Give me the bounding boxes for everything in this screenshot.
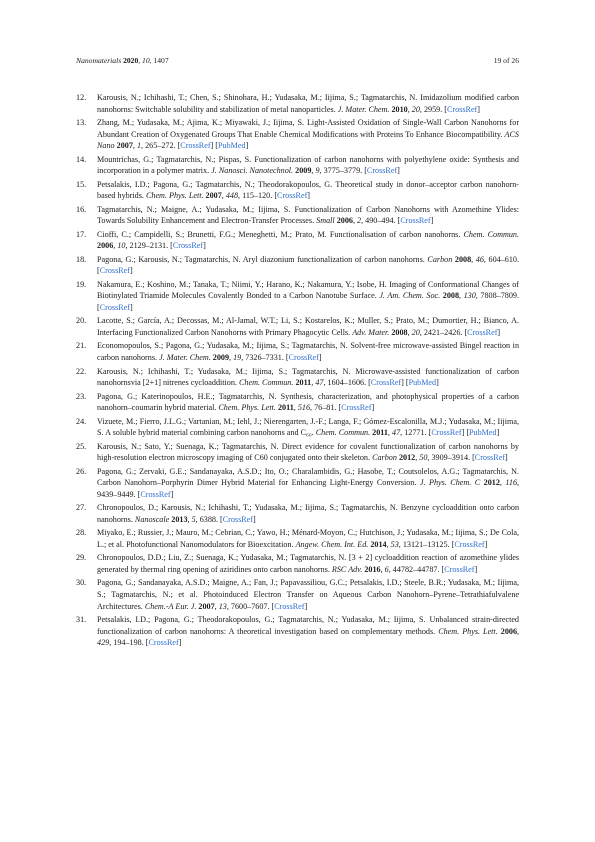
reference-pages: 2959. [423,104,443,114]
reference-item: 13. Zhang, M.; Yudasaka, M.; Ajima, K.; Miyawaki, J.; Iijima, S. Light-Assisted Oxidation of Single-Wall Carbon Nanohorns for Abundant Creation of Oxygenated Groups That Enable Chemical Modifications with Proteins To Enhance Biocompatibility. ACS Nano 2007, 1, 265–272. [CrossRef] [PubMed] [76,118,520,151]
reference-authors: Miyako, E.; Russier, J.; Mauro, M.; Cebrian, C.; Yawo, H.; Ménard-Moyon, C.; Hutchison, J.; Yudasaka, M.; Iijima, S.; De Cola, L.; et al. [97,528,519,549]
reference-pages: 3909–3914. [431,453,471,463]
reference-pages: 604–610. [488,254,519,264]
crossref-link[interactable]: CrossRef [172,241,204,251]
reference-year: 2013 [171,514,188,524]
reference-title: Light-Assisted Oxidation of Single-Wall Carbon Nanohorns for Abundant Creation of Oxygenated Groups That Enable Chemical Modifications with Proteins To Enhance Biocompatibility. [97,118,520,139]
reference-year: 2007 [205,191,222,201]
reference-authors: Economopoulos, S.; Pagona, G.; Yudasaka, M.; Iijima, S.; Tagmatarchis, N. [97,341,348,351]
reference-number: 30. [76,578,87,588]
reference-authors: Vizuete, M.; Fierro, J.L.G.; Vartanian, M.; Iehl, J.; Nierengarten, J.-F.; Langa, F.; Gómez-Escalonilla, M.J.; Yudasaka, M.; Iijima, S. [97,416,519,438]
reference-volume: 2 [357,216,362,226]
reference-volume: 9 [315,166,320,176]
reference-title: Aryl diazonium functionalization of carbon nanohorns. [242,254,425,264]
crossref-link[interactable]: CrossRef [366,166,398,176]
crossref-link[interactable]: CrossRef [474,453,506,463]
reference-number: 19. [76,279,87,289]
reference-journal: J. Mater. Chem. [337,104,390,114]
reference-year: 2016 [364,564,381,574]
reference-journal: Chem. Phys. Lett. [218,403,276,413]
reference-volume: 19 [233,353,242,363]
reference-item: 31. Petsalakis, I.D.; Pagona, G.; Theodorakopoulos, G.; Tagmatarchis, N.; Yudasaka, M.; Iijima, S. Unbalanced strain-directed functionalization of carbon nanohorns: A theoretical investigation based on complementary methods. Chem. Phys. Lett. 2006, 429, 194–198. [CrossRef] [76,614,520,648]
crossref-link[interactable]: CrossRef [180,141,211,151]
crossref-link[interactable]: CrossRef [140,489,171,499]
reference-year: 2011 [372,428,388,438]
reference-item: 23. Pagona, G.; Katerinopoulos, H.E.; Tagmatarchis, N. Synthesis, characterization, and photophysical properties of a carbon nanohorn–coumarin hybrid material. Chem. Phys. Lett. 2011, 516, 76–81. [CrossRef] [76,391,519,413]
reference-journal: J. Phys. Chem. C [419,478,481,488]
reference-journal: RSC Adv. [331,564,363,574]
reference-journal: Chem. Phys. Lett. [438,626,498,636]
reference-number: 29. [76,553,87,563]
reference-year: 2006 [500,626,518,636]
reference-number: 27. [76,503,87,513]
reference-number: 24. [76,416,87,426]
reference-year: 2007 [116,141,133,151]
reference-volume: 20 [411,104,420,114]
reference-authors: Petsalakis, I.D.; Pagona, G.; Tagmatarchis, N.; Theodorakopoulos, G. [97,179,333,189]
reference-number: 25. [76,441,87,451]
reference-number: 23. [76,391,87,401]
reference-pages: 194–198. [113,638,144,648]
journal-name: Nanomaterials [76,56,122,65]
pubmed-link[interactable]: PubMed [469,428,497,438]
reference-authors: Cioffi, C.; Campidelli, S.; Brunetti, F.G.; Meneghetti, M.; Prato, M. [97,229,327,239]
reference-journal: Chem. Commun. [239,378,294,388]
reference-pages: 1604–1606. [327,378,367,388]
reference-journal: Chem. Commun. [315,428,371,438]
reference-year: 2006 [97,241,114,251]
reference-journal: Adv. Mater. [352,328,390,338]
reference-pages: 3775–3779. [323,166,363,176]
reference-authors: Pagona, G.; Katerinopoulos, H.E.; Tagmatarchis, N. [97,391,277,401]
reference-number: 15. [76,179,87,189]
reference-authors: Karousis, N.; Ichihashi, T.; Yudasaka, M.; Iijima, S.; Tagmatarchis, N. [97,366,351,376]
reference-number: 28. [76,528,87,538]
reference-title: Microwave-assisted functionalization of carbon nanohornsvia [2+1] nitrenes cycloaddition. [97,366,520,388]
reference-volume: 46 [475,254,484,264]
reference-volume: 20 [411,328,420,338]
reference-volume: 47 [392,428,401,438]
reference-year: 2009 [295,166,312,176]
reference-volume: 116 [505,478,518,488]
reference-year: 2007 [198,601,215,611]
crossref-link[interactable]: CrossRef [274,601,305,611]
reference-authors: Mountrichas, G.; Tagmatarchis, N.; Pispas, S. [97,154,252,164]
reference-authors: Nakamura, E.; Koshino, M.; Tanaka, T.; Niimi, Y.; Harano, K.; Nakamura, Y.; Isobe, H. [97,279,387,289]
reference-volume: 50 [419,453,428,463]
reference-journal: ACS Nano [97,129,519,151]
crossref-link[interactable]: CrossRef [148,638,179,648]
reference-number: 12. [76,93,87,102]
reference-item: 25. Karousis, N.; Sato, Y.; Suenaga, K.; Tagmatarchis, N. Direct evidence for covalent functionalization of carbon nanohorns by high-resolution electron microscopy imaging of C60 conjugated onto their skeleton. Carbon 2012, 50, 3909–3914. [CrossRef] [76,441,519,463]
journal-year: 2020 [123,56,139,65]
reference-item: 24. Vizuete, M.; Fierro, J.L.G.; Vartanian, M.; Iehl, J.; Nierengarten, J.-F.; Langa, F.; Gómez-Escalonilla, M.J.; Yudasaka, M.; Iijima, S. A soluble hybrid material combining carbon nanohorns and C₆₀. Chem. Commun. 2011, 47, 12771. [CrossRef] [PubMed] [76,416,519,438]
reference-year: 2008 [454,254,472,264]
reference-year: 2008 [442,291,459,301]
reference-journal: Carbon [427,254,453,264]
crossref-link[interactable]: CrossRef [99,266,130,276]
reference-journal: J. Am. Chem. Soc. [379,291,441,301]
reference-pages: 9439–9449. [97,489,136,499]
reference-volume: 130 [463,291,476,301]
reference-authors: Zhang, M.; Yudasaka, M.; Ajima, K.; Miyawaki, J.; Iijima, S. [97,118,305,128]
reference-volume: 429 [97,638,110,648]
crossref-link[interactable]: CrossRef [431,428,462,438]
reference-volume: 47 [315,378,324,388]
crossref-link[interactable]: CrossRef [467,328,498,338]
reference-year: 2009 [212,353,230,363]
reference-item: 14. Mountrichas, G.; Tagmatarchis, N.; Pispas, S. Functionalization of carbon nanohorns with polyethylene oxide: Synthesis and incorporation in a polymer matrix. J. Nanosci. Nanotechnol. 2009, 9, 3775–3779. [CrossRef] [76,154,519,176]
reference-title: Imidazolium modified carbon nanohorns: Switchable solubility and stabilization of metal nanoparticles. [97,93,520,114]
reference-item: 19. Nakamura, E.; Koshino, M.; Tanaka, T.; Niimi, Y.; Harano, K.; Nakamura, Y.; Isobe, H. Imaging of Conformational Changes of Biotinylated Triamide Molecules Covalently Bonded to a Carbon Nanotube Surface. J. Am. Chem. Soc. 2008, 130, 7808–7809. [CrossRef] [76,279,520,312]
reference-title: Carbon Nanohorn–Porphyrin Dimer Hybrid Material for Enhancing Light-Energy Conversion. [97,478,417,488]
reference-pages: 6388. [199,514,218,524]
crossref-link[interactable]: CrossRef [99,303,130,312]
reference-item: 22. Karousis, N.; Ichihashi, T.; Yudasaka, M.; Iijima, S.; Tagmatarchis, N. Microwave-assisted functionalization of carbon nanohornsvia [2+1] nitrenes cycloaddition. Chem. Commun. 2011, 47, 1604–1606. [CrossRef] [PubMed] [76,366,520,388]
reference-year: 2014 [370,539,387,549]
reference-number: 16. [76,204,87,214]
reference-authors: Tagmatarchis, N.; Maigne, A.; Yudasaka, M.; Iijima, S. [97,204,291,214]
reference-authors: Chronopoulos, D.; Karousis, N.; Ichihashi, T.; Yudasaka, M.; Iijima, S.; Tagmatarchis, N. [97,503,398,513]
crossref-link[interactable]: CrossRef [288,353,319,363]
reference-authors: Karousis, N.; Sato, Y.; Suenaga, K.; Tagmatarchis, N. [97,441,279,451]
reference-year: 2012 [398,453,416,463]
reference-title: Benzyne cycloaddition onto carbon nanohorns. [97,503,520,524]
reference-number: 18. [76,254,87,264]
reference-journal: J. Mater. Chem. [159,353,211,363]
reference-journal: Chem. Commun. [463,229,519,239]
reference-item: 15. Petsalakis, I.D.; Pagona, G.; Tagmatarchis, N.; Theodorakopoulos, G. Theoretical study in donor–acceptor carbon nanohorn-based hybrids. Chem. Phys. Lett. 2007, 448, 115–120. [CrossRef] [76,179,519,201]
reference-volume: 10 [117,241,126,251]
reference-number: 21. [76,341,87,351]
reference-title: Photofunctional Nanomodulators for Bioexcitation. [126,539,294,549]
crossref-link[interactable]: CrossRef [341,403,372,413]
reference-volume: 13 [218,601,227,611]
reference-year: 2006 [336,216,353,226]
crossref-link[interactable]: CrossRef [370,378,402,388]
reference-item: 29. Chronopoulos, D.D.; Liu, Z.; Suenaga, K.; Yudasaka, M.; Tagmatarchis, N. [3 + 2] cycloaddition reaction of azomethine ylides generated by thermal ring opening of aziridines onto carbon nanohorns. RSC Adv. 2016, 6, 44782–44787. [CrossRef] [76,553,520,574]
reference-authors: Chronopoulos, D.D.; Liu, Z.; Suenaga, K.; Yudasaka, M.; Tagmatarchis, N. [97,553,347,563]
article-number: 1407 [153,56,169,65]
reference-item: 26. Pagona, G.; Zervaki, G.E.; Sandanayaka, A.S.D.; Ito, O.; Charalambidis, G.; Hasobe, T.; Coutsolelos, A.G.; Tagmatarchis, N. Carbon Nanohorn–Porphyrin Dimer Hybrid Material for Enhancing Light-Energy Conversion. J. Phys. Chem. C 2012, 116, 9439–9449. [CrossRef] [76,466,520,499]
reference-journal: J. Nanosci. Nanotechnol. [211,166,294,176]
crossref-link[interactable]: CrossRef [222,514,253,524]
crossref-link[interactable]: CrossRef [447,104,478,114]
reference-pages: 13121–13125. [402,539,450,549]
crossref-link[interactable]: CrossRef [277,191,308,201]
reference-item: 28. Miyako, E.; Russier, J.; Mauro, M.; Cebrian, C.; Yawo, H.; Ménard-Moyon, C.; Hutchison, J.; Yudasaka, M.; Iijima, S.; De Cola, L.; et al. Photofunctional Nanomodulators for Bioexcitation. Angew. Chem. Int. Ed. 2014, 53, 13121–13125. [CrossRef] [76,528,519,549]
reference-journal: Chem. Phys. Lett. [145,191,204,201]
reference-item: 12. Karousis, N.; Ichihashi, T.; Chen, S.; Shinohara, H.; Yudasaka, M.; Iijima, S.; Tagmatarchis, N. Imidazolium modified carbon nanohorns: Switchable solubility and stabilization of metal nanoparticles. J. Mater. Chem. 2010, 20, 2959. [CrossRef] [76,93,520,114]
reference-item: 18. Pagona, G.; Karousis, N.; Tagmatarchis, N. Aryl diazonium functionalization of carbon nanohorns. Carbon 2008, 46, 604–610. [CrossRef] [76,254,519,276]
pubmed-link[interactable]: PubMed [218,141,246,151]
reference-pages: 2421–2426. [423,328,463,338]
reference-pages: 7808–7809. [480,291,519,301]
reference-authors: Karousis, N.; Ichihashi, T.; Chen, S.; Shinohara, H.; Yudasaka, M.; Iijima, S.; Tagmatarchis, N. [97,93,418,102]
reference-journal: Nanoscale [134,514,170,524]
reference-item: 21. Economopoulos, S.; Pagona, G.; Yudasaka, M.; Iijima, S.; Tagmatarchis, N. Solvent-free microwave-assisted Bingel reaction in carbon nanohorns. J. Mater. Chem. 2009, 19, 7326–7331. [CrossRef] [76,341,520,363]
reference-volume: 516 [297,403,311,413]
reference-title: Photoinduced Electron Transfer on Aqueous Carbon Nanohorn–Pyrene–Tetrathiafulvalene Architectures. [97,589,519,611]
reference-volume: 448 [225,191,239,201]
reference-title: Direct evidence for covalent functionalization of carbon nanohorns by high-resolution electron microscopy imaging of C60 conjugated onto their skeleton. [97,441,519,463]
reference-pages: 7326–7331. [245,353,284,363]
reference-volume: 53 [390,539,399,549]
reference-authors: Pagona, G.; Karousis, N.; Tagmatarchis, N. [97,254,241,264]
reference-authors: Pagona, G.; Zervaki, G.E.; Sandanayaka, A.S.D.; Ito, O.; Charalambidis, G.; Hasobe, T.; Coutsolelos, A.G.; Tagmatarchis, N. [97,466,519,476]
reference-title: [3 + 2] cycloaddition reaction of azomethine ylides generated by thermal ring opening of aziridines onto carbon nanohorns. [97,553,520,574]
reference-year: 2011 [295,378,312,388]
reference-year: 2011 [277,403,294,413]
reference-pages: 115–120. [242,191,273,201]
reference-pages: 76–81. [314,403,337,413]
reference-title: Imaging of Conformational Changes of Biotinylated Triamide Molecules Covalently Bonded to a Carbon Nanotube Surface. [97,279,520,301]
reference-number: 22. [76,366,87,376]
reference-year: 2008 [391,328,408,338]
reference-pages: 44782–44787. [392,564,440,574]
crossref-link[interactable]: CrossRef [400,216,431,226]
reference-number: 14. [76,154,87,164]
reference-title: A soluble hybrid material combining carbon nanohorns and C₆₀. [105,428,314,438]
reference-title: Interfacing Functionalized Carbon Nanohorns with Primary Phagocytic Cells. [97,328,351,338]
reference-item: 30. Pagona, G.; Sandanayaka, A.S.D.; Maigne, A.; Fan, J.; Papavassiliou, G.C.; Petsalakis, I.D.; Steele, B.R.; Yudasaka, M.; Iijima, S.; Tagmatarchis, N.; et al. Photoinduced Electron Transfer on Aqueous Carbon Nanohorn–Pyrene–Tetrathiafulvalene Architectures. Chem.-A Eur. J. 2007, 13, 7600–7607. [CrossRef] [76,578,519,611]
reference-authors: Petsalakis, I.D.; Pagona, G.; Theodorakopoulos, G.; Tagmatarchis, N.; Yudasaka, M.; Iijima, S. [97,614,426,624]
crossref-link[interactable]: CrossRef [454,539,485,549]
reference-journal: Angew. Chem. Int. Ed. [295,539,369,549]
reference-journal: Chem.-A Eur. J. [144,601,197,611]
journal-volume: 10 [142,56,150,65]
reference-item: 17. Cioffi, C.; Campidelli, S.; Brunetti, F.G.; Meneghetti, M.; Prato, M. Functionalisation of carbon nanohorns. Chem. Commun. 2006, 10, 2129–2131. [CrossRef] [76,229,519,251]
page-number: 19 of 26 [493,56,519,65]
reference-title: Functionalization of carbon nanohorns with polyethylene oxide: Synthesis and incorporation in a polymer matrix. [97,154,519,176]
reference-item: 20. Lacotte, S.; García, A.; Decossas, M.; Al-Jamal, W.T.; Li, S.; Kostarelos, K.; Muller, S.; Prato, M.; Dumortier, H.; Bianco, A. Interfacing Functionalized Carbon Nanohorns with Primary Phagocytic Cells. Adv. Mater. 2008, 20, 2421–2426. [CrossRef] [76,316,519,338]
reference-pages: 265–272. [145,141,176,151]
reference-item: 27. Chronopoulos, D.; Karousis, N.; Ichihashi, T.; Yudasaka, M.; Iijima, S.; Tagmatarchis, N. Benzyne cycloaddition onto carbon nanohorns. Nanoscale 2013, 5, 6388. [CrossRef] [76,503,520,524]
crossref-link[interactable]: CrossRef [444,564,475,574]
reference-title: Unbalanced strain-directed functionalization of carbon nanohorns: A theoretical investigation based on complementary methods. [97,614,519,636]
reference-number: 26. [76,466,87,476]
reference-list [76,92,519,651]
reference-pages: 12771. [404,428,427,438]
reference-year: 2012 [483,478,500,488]
reference-title: Solvent-free microwave-assisted Bingel reaction in carbon nanohorns. [97,341,520,363]
reference-authors: Pagona, G.; Sandanayaka, A.S.D.; Maigne, A.; Fan, J.; Papavassiliou, G.C.; Petsalakis, I.D.; Steele, B.R.; Yudasaka, M.; Iijima, S.; Tagmatarchis, N.; et al. [97,578,519,599]
pubmed-link[interactable]: PubMed [408,378,437,388]
journal-citation: Nanomaterials 2020, 10, 1407 [76,56,169,65]
reference-year: 2010 [391,104,408,114]
reference-volume: 1 [136,141,142,151]
reference-pages: 490–494. [365,216,396,226]
reference-item: 16. Tagmatarchis, N.; Maigne, A.; Yudasaka, M.; Iijima, S. Functionalization of Carbon Nanohorns with Azomethine Ylides: Towards Solubility Enhancement and Electron-Transfer Processes. Small 2006, 2, 490–494. [CrossRef] [76,204,520,226]
reference-number: 31. [76,614,87,624]
reference-journal: Carbon [372,453,397,463]
reference-number: 20. [76,316,87,326]
reference-number: 13. [76,118,87,128]
reference-pages: 7600–7607. [230,601,270,611]
reference-title: Theoretical study in donor–acceptor carbon nanohorn-based hybrids. [97,179,519,201]
reference-title: Synthesis, characterization, and photophysical properties of a carbon nanohorn–coumarin hybrid material. [97,391,519,413]
reference-journal: Small [316,216,335,226]
reference-pages: 2129–2131. [129,241,169,251]
reference-authors: Lacotte, S.; García, A.; Decossas, M.; Al-Jamal, W.T.; Li, S.; Kostarelos, K.; Muller, S.; Prato, M.; Dumortier, H.; Bianco, A. [97,316,519,326]
reference-volume: 6 [384,564,389,574]
reference-volume: 5 [191,514,196,524]
reference-number: 17. [76,229,87,239]
page-header [76,56,519,68]
reference-title: Functionalization of Carbon Nanohorns with Azomethine Ylides: Towards Solubility Enhancement and Electron-Transfer Processes. [97,204,520,226]
reference-title: Functionalisation of carbon nanohorns. [329,229,461,239]
